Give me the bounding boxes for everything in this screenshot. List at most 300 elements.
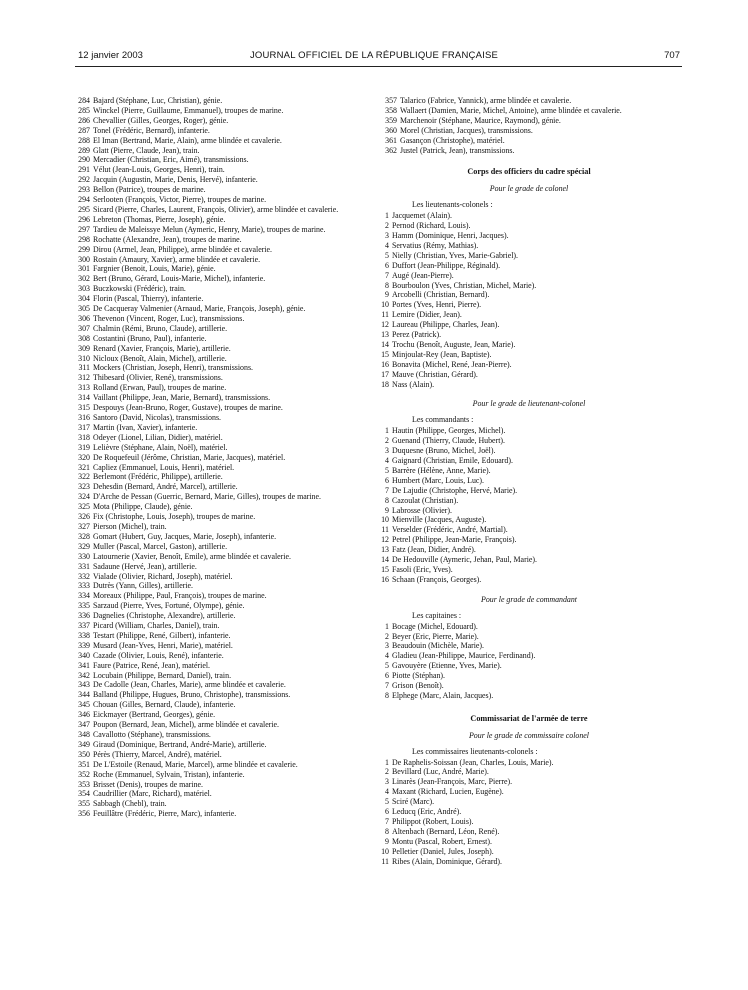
item-text: Bert (Bruno, Gérard, Louis-Marie, Michel), infanterie. [93,274,266,284]
item-number: 5 [385,797,389,807]
list-item [72,710,369,720]
item-number: 319 [78,442,90,452]
item-number: 290 [78,155,90,165]
item-text: Pérès (Thierry, Marcel, André), matériel. [93,749,222,759]
item-text: Thibesard (Olivier, René), transmissions. [93,373,223,383]
item-number: 3 [385,641,389,651]
item-number: 10 [381,515,389,525]
item-number: 333 [78,581,90,591]
item-text: Musard (Jean-Yves, Henri, Marie), matériel. [93,640,233,650]
list-item [379,340,679,350]
list-item [72,126,369,136]
item-number: 337 [78,621,90,631]
item-text: Justel (Patrick, Jean), transmissions. [400,145,515,155]
subsection-title: Pour le grade de lieutenant-colonel [472,399,586,409]
right-column [379,96,679,867]
item-number: 359 [385,115,397,125]
item-number: 300 [78,254,90,264]
list-item [379,320,679,330]
item-text: Florin (Pascal, Thierry), infanterie. [93,294,204,304]
list-item [72,245,369,255]
item-number: 2 [385,221,389,231]
item-number: 323 [78,482,90,492]
item-number: 329 [78,541,90,551]
item-text: El Iman (Bertrand, Marie, Alain), arme blindée et cavalerie. [93,135,282,145]
item-text: Morel (Christian, Jacques), transmissions. [400,125,533,135]
list-item [72,799,369,809]
item-text: Fatz (Jean, Didier, André). [392,545,476,555]
list-item [72,225,369,235]
list-item [379,126,679,136]
list-item [379,797,679,807]
item-number: 11 [381,310,389,320]
item-number: 322 [78,472,90,482]
item-number: 340 [78,650,90,660]
promotion-list [379,758,679,867]
item-text: Minjoulat-Rey (Jean, Baptiste). [392,349,492,359]
item-text: Gomart (Hubert, Guy, Jacques, Marie, Joseph), infanterie. [93,531,277,541]
item-number: 17 [381,369,389,379]
item-text: Despouys (Jean-Bruno, Roger, Gustave), troupes de marine. [93,403,283,413]
item-text: Winckel (Pierre, Guillaume, Emmanuel), troupes de marine. [93,105,284,115]
list-item [72,175,369,185]
item-number: 342 [78,670,90,680]
item-text: Bonavita (Michel, René, Jean-Pierre). [392,359,512,369]
item-number: 7 [385,681,389,691]
item-text: Moreaux (Philippe, Paul, François), troupes de marine. [93,591,267,601]
list-item [72,235,369,245]
item-number: 13 [381,545,389,555]
list-item [72,591,369,601]
item-text: Hautin (Philippe, Georges, Michel). [392,426,506,436]
item-text: Santoro (David, Nicolas), transmissions. [93,413,221,422]
item-number: 313 [78,383,90,393]
list-item [72,690,369,700]
list-item [379,632,679,642]
list-item [72,770,369,780]
item-text: Tardieu de Maleissye Melun (Aymeric, Henry, Marie), troupes de marine. [93,224,326,234]
item-number: 297 [78,224,90,234]
header-date: 12 janvier 2003 [78,50,143,61]
item-number: 307 [78,323,90,333]
item-number: 328 [78,531,90,541]
list-item [72,423,369,433]
item-number: 1 [385,426,389,436]
list-item [379,251,679,261]
list-item [72,671,369,681]
item-text: Odeyer (Lionel, Lilian, Didier), matériel. [93,432,223,442]
item-text: Brisset (Denis), troupes de marine. [93,779,204,789]
list-item [72,205,369,215]
list-item [72,304,369,314]
list-item [379,106,679,116]
item-text: Jacquemet (Alain). [392,211,453,221]
item-text: Rostain (Amaury, Xavier), arme blindée et cavalerie. [93,254,261,264]
list-item [379,671,679,681]
item-number: 293 [78,185,90,195]
list-item [72,522,369,532]
item-text: Chalmin (Rémi, Bruno, Claude), artillerie. [93,323,228,333]
item-number: 312 [78,373,90,383]
list-item [379,290,679,300]
item-text: Nielly (Christian, Yves, Marie-Gabriel). [392,250,519,260]
item-number: 356 [78,809,90,819]
list-item [72,472,369,482]
list-item [72,433,369,443]
list-item [72,136,369,146]
item-number: 287 [78,125,90,135]
item-text: Caudrillier (Marc, Richard), matériel. [93,789,212,799]
group-heading: Les commissaires lieutenants-colonels : [412,746,538,756]
item-text: Balland (Philippe, Hugues, Bruno, Christophe), transmissions. [93,690,291,700]
item-number: 317 [78,422,90,432]
list-item [72,492,369,502]
item-number: 348 [78,730,90,739]
item-number: 303 [78,284,90,294]
list-item [379,426,679,436]
item-text: Grison (Benoît). [392,681,444,691]
item-text: Perez (Patrick). [392,330,442,340]
item-number: 304 [78,294,90,304]
list-item [379,261,679,271]
item-number: 361 [385,135,397,145]
item-text: Lebreton (Thomas, Pierre, Joseph), génie. [93,214,226,224]
item-text: Rochatte (Alexandre, Jean), troupes de marine. [93,234,242,244]
item-text: Elphege (Marc, Alain, Jacques). [392,690,494,700]
list-item [379,857,679,867]
item-text: De Cadolle (Jean, Charles, Marie), arme blindée et cavalerie. [93,680,286,690]
list-item [72,106,369,116]
item-number: 353 [78,779,90,789]
item-number: 11 [381,856,389,866]
item-number: 332 [78,571,90,581]
list-item [379,476,679,486]
item-text: Giraud (Dominique, Bertrand, André-Marie), artillerie. [93,739,267,749]
item-text: Cavallotto (Stéphane), transmissions. [93,730,211,739]
list-item [72,255,369,265]
item-number: 339 [78,640,90,650]
item-number: 6 [385,807,389,817]
promotion-list [379,426,679,585]
item-number: 12 [381,320,389,330]
item-text: Bocage (Michel, Edouard). [392,621,478,631]
item-text: Cazade (Olivier, Louis, René), infanterie. [93,650,224,660]
item-number: 4 [385,651,389,661]
list-item [379,525,679,535]
item-number: 8 [385,826,389,836]
list-item [72,116,369,126]
list-item [72,146,369,156]
item-number: 18 [381,379,389,389]
item-number: 11 [381,525,389,535]
item-number: 2 [385,436,389,446]
list-item [379,231,679,241]
item-text: Trochu (Benoît, Auguste, Jean, Marie). [392,339,516,349]
item-number: 6 [385,671,389,681]
item-number: 9 [385,836,389,846]
item-text: Duffort (Jean-Philippe, Réginald). [392,260,501,270]
item-text: Poupon (Bernard, Jean, Michel), arme blindée et cavalerie. [93,720,280,730]
item-text: Ribes (Alain, Dominique, Gérard). [392,856,503,866]
item-text: Beyer (Eric, Pierre, Marie). [392,631,479,641]
list-item [72,572,369,582]
list-item [72,294,369,304]
list-item [379,330,679,340]
item-number: 7 [385,817,389,826]
item-text: Altenbach (Bernard, Léon, René). [392,826,500,836]
list-item [379,837,679,847]
item-text: De Roquefeuil (Jérôme, Christian, Marie, Jacques), matériel. [93,452,286,462]
item-text: Lemire (Didier, Jean). [392,310,462,320]
list-item [72,601,369,611]
item-number: 5 [385,250,389,260]
list-item [379,807,679,817]
item-text: Rolland (Erwan, Paul), troupes de marine. [93,383,227,393]
list-item [379,96,679,106]
item-number: 362 [385,145,397,155]
item-number: 346 [78,710,90,720]
list-item [72,780,369,790]
list-item [72,512,369,522]
item-number: 331 [78,561,90,571]
item-text: Arcobelli (Christian, Bernard). [392,290,490,300]
list-item [72,562,369,572]
list-item [379,847,679,857]
list-item [379,146,679,156]
item-number: 15 [381,349,389,359]
item-text: Pierson (Michel), train. [93,521,167,531]
list-item [72,611,369,621]
item-number: 352 [78,769,90,779]
item-number: 10 [381,300,389,310]
item-text: Fargnier (Benoit, Louis, Marie), génie. [93,264,216,274]
list-item [379,777,679,787]
item-number: 9 [385,290,389,300]
item-number: 3 [385,230,389,240]
list-item [379,691,679,701]
group-heading: Les commandants : [412,415,474,425]
list-item [379,380,679,390]
item-text: Tonel (Frédéric, Bernard), infanterie. [93,125,210,135]
item-number: 299 [78,244,90,254]
list-item [72,720,369,730]
item-text: Sabbagh (Chebl), train. [93,799,167,809]
item-text: Schaan (François, Georges). [392,574,482,584]
item-text: Dehesdin (Bernard, André, Marcel), artillerie. [93,482,238,492]
list-item [72,463,369,473]
item-number: 3 [385,446,389,456]
item-number: 318 [78,432,90,442]
item-number: 316 [78,413,90,422]
list-item [379,545,679,555]
page-number: 707 [664,50,680,61]
list-item [72,165,369,175]
item-text: Bourboulon (Yves, Christian, Michel, Marie). [392,280,537,290]
item-number: 302 [78,274,90,284]
item-number: 7 [385,270,389,280]
item-text: Testart (Philippe, René, Gilbert), infanterie. [93,630,231,640]
item-number: 288 [78,135,90,145]
item-text: Cazoulat (Christian). [392,495,459,505]
list-item [379,241,679,251]
list-item [379,436,679,446]
list-item [379,221,679,231]
list-item [72,334,369,344]
item-text: Gaignard (Christian, Emile, Edouard). [392,456,513,465]
list-item [379,116,679,126]
item-text: Verselder (Frédéric, André, Martial). [392,525,508,535]
item-number: 284 [78,96,90,105]
list-item [72,383,369,393]
item-number: 289 [78,145,90,155]
item-number: 5 [385,661,389,671]
item-number: 344 [78,690,90,700]
item-number: 3 [385,777,389,787]
list-item [72,661,369,671]
item-number: 327 [78,521,90,531]
item-number: 4 [385,456,389,465]
list-item [379,466,679,476]
list-item [379,281,679,291]
item-number: 16 [381,359,389,369]
group-heading: Les lieutenants-colonels : [412,200,493,210]
subsection-title: Pour le grade de commissaire colonel [468,730,590,740]
item-number: 321 [78,462,90,472]
item-number: 8 [385,495,389,505]
item-number: 314 [78,393,90,403]
section-title: Commissariat de l'armée de terre [470,713,588,723]
item-number: 336 [78,611,90,621]
list-item [379,758,679,768]
list-item [72,502,369,512]
list-item [379,767,679,777]
item-number: 358 [385,105,397,115]
item-number: 16 [381,574,389,584]
subsection-title: Pour le grade de commandant [481,594,577,604]
list-item [379,575,679,585]
item-text: Pelletier (Daniel, Jules, Joseph). [392,846,494,856]
list-item [379,515,679,525]
item-text: Thevenon (Vincent, Roger, Luc), transmissions. [93,313,245,323]
item-text: Linarès (Jean-François, Marc, Pierre). [392,777,513,787]
item-text: De Hedouville (Aymeric, Jehan, Paul, Marie). [392,555,537,565]
list-item [72,532,369,542]
item-text: Vaillant (Philippe, Jean, Marie, Bernard), transmissions. [93,393,271,403]
item-number: 10 [381,846,389,856]
item-text: Buczkowski (Frédéric), train. [93,284,186,294]
item-text: Beaudouin (Michèle, Marie). [392,641,485,651]
right-top-list [379,96,679,155]
list-item [72,700,369,710]
item-number: 347 [78,720,90,730]
list-item [379,787,679,797]
item-text: Sicard (Pierre, Charles, Laurent, François, Olivier), arme blindée et cavalerie. [93,204,339,214]
list-item [379,300,679,310]
item-text: Mota (Philippe, Claude), génie. [93,502,193,512]
list-item [72,393,369,403]
item-number: 310 [78,353,90,363]
item-text: Barrère (Hélène, Anne, Marie). [392,465,491,475]
item-text: De L'Estoile (Renaud, Marie, Marcel), arme blindée et cavalerie. [93,759,298,769]
item-text: Labrosse (Olivier). [392,505,453,515]
list-item [72,215,369,225]
item-number: 309 [78,343,90,353]
list-item [379,641,679,651]
item-number: 345 [78,700,90,710]
item-text: Vélut (Jean-Louis, Georges, Henri), train. [93,165,225,175]
item-text: Jacquin (Augustin, Marie, Denis, Hervé), infanterie. [93,175,258,185]
item-number: 326 [78,512,90,522]
item-number: 311 [78,363,90,373]
list-item [72,344,369,354]
item-text: Picard (William, Charles, Daniel), train. [93,621,220,631]
item-text: Chevallier (Gilles, Georges, Roger), génie. [93,115,229,125]
item-text: Piotte (Stéphan). [392,671,446,681]
item-number: 334 [78,591,90,601]
item-number: 351 [78,759,90,769]
item-number: 341 [78,660,90,670]
list-item [72,96,369,106]
item-number: 5 [385,465,389,475]
item-text: Gavouyère (Etienne, Yves, Marie). [392,661,502,671]
item-number: 306 [78,313,90,323]
item-text: Guenand (Thierry, Claude, Hubert). [392,436,505,446]
list-item [72,195,369,205]
list-item [379,622,679,632]
item-text: Sadaune (Hervé, Jean), artillerie. [93,561,197,571]
item-text: Latournerie (Xavier, Benoît, Emile), arme blindée et cavalerie. [93,551,291,561]
list-item [72,680,369,690]
item-text: Augé (Jean-Pierre). [392,270,454,280]
item-number: 354 [78,789,90,799]
item-text: Martin (Ivan, Xavier), infanterie. [93,422,198,432]
list-item [379,661,679,671]
group-heading: Les capitaines : [412,610,462,620]
page-header [68,50,680,64]
item-text: Mauve (Christian, Gérard). [392,369,478,379]
item-number: 4 [385,240,389,250]
item-number: 335 [78,601,90,611]
list-item [379,310,679,320]
item-number: 1 [385,621,389,631]
list-item [72,631,369,641]
item-text: Gasançon (Christophe), matériel. [400,135,505,145]
item-text: Locubain (Philippe, Bernard, Daniel), train. [93,670,232,680]
list-item [379,360,679,370]
list-item [72,155,369,165]
list-item [72,185,369,195]
list-item [72,363,369,373]
item-text: Serlooten (François, Victor, Pierre), troupes de marine. [93,195,267,205]
item-number: 305 [78,304,90,314]
item-text: Roche (Emmanuel, Sylvain, Tristan), infanterie. [93,769,245,779]
list-item [72,740,369,750]
list-item [72,809,369,819]
item-number: 320 [78,452,90,462]
item-number: 296 [78,214,90,224]
list-item [72,354,369,364]
item-text: Nicloux (Benoît, Alain, Michel), artillerie. [93,353,227,363]
item-text: Bellon (Patrice), troupes de marine. [93,185,206,195]
list-item [379,456,679,466]
item-number: 8 [385,690,389,700]
item-text: Mienville (Jacques, Auguste). [392,515,487,525]
list-item [72,789,369,799]
item-number: 315 [78,403,90,413]
item-number: 1 [385,757,389,767]
list-item [72,453,369,463]
item-number: 357 [385,96,397,105]
